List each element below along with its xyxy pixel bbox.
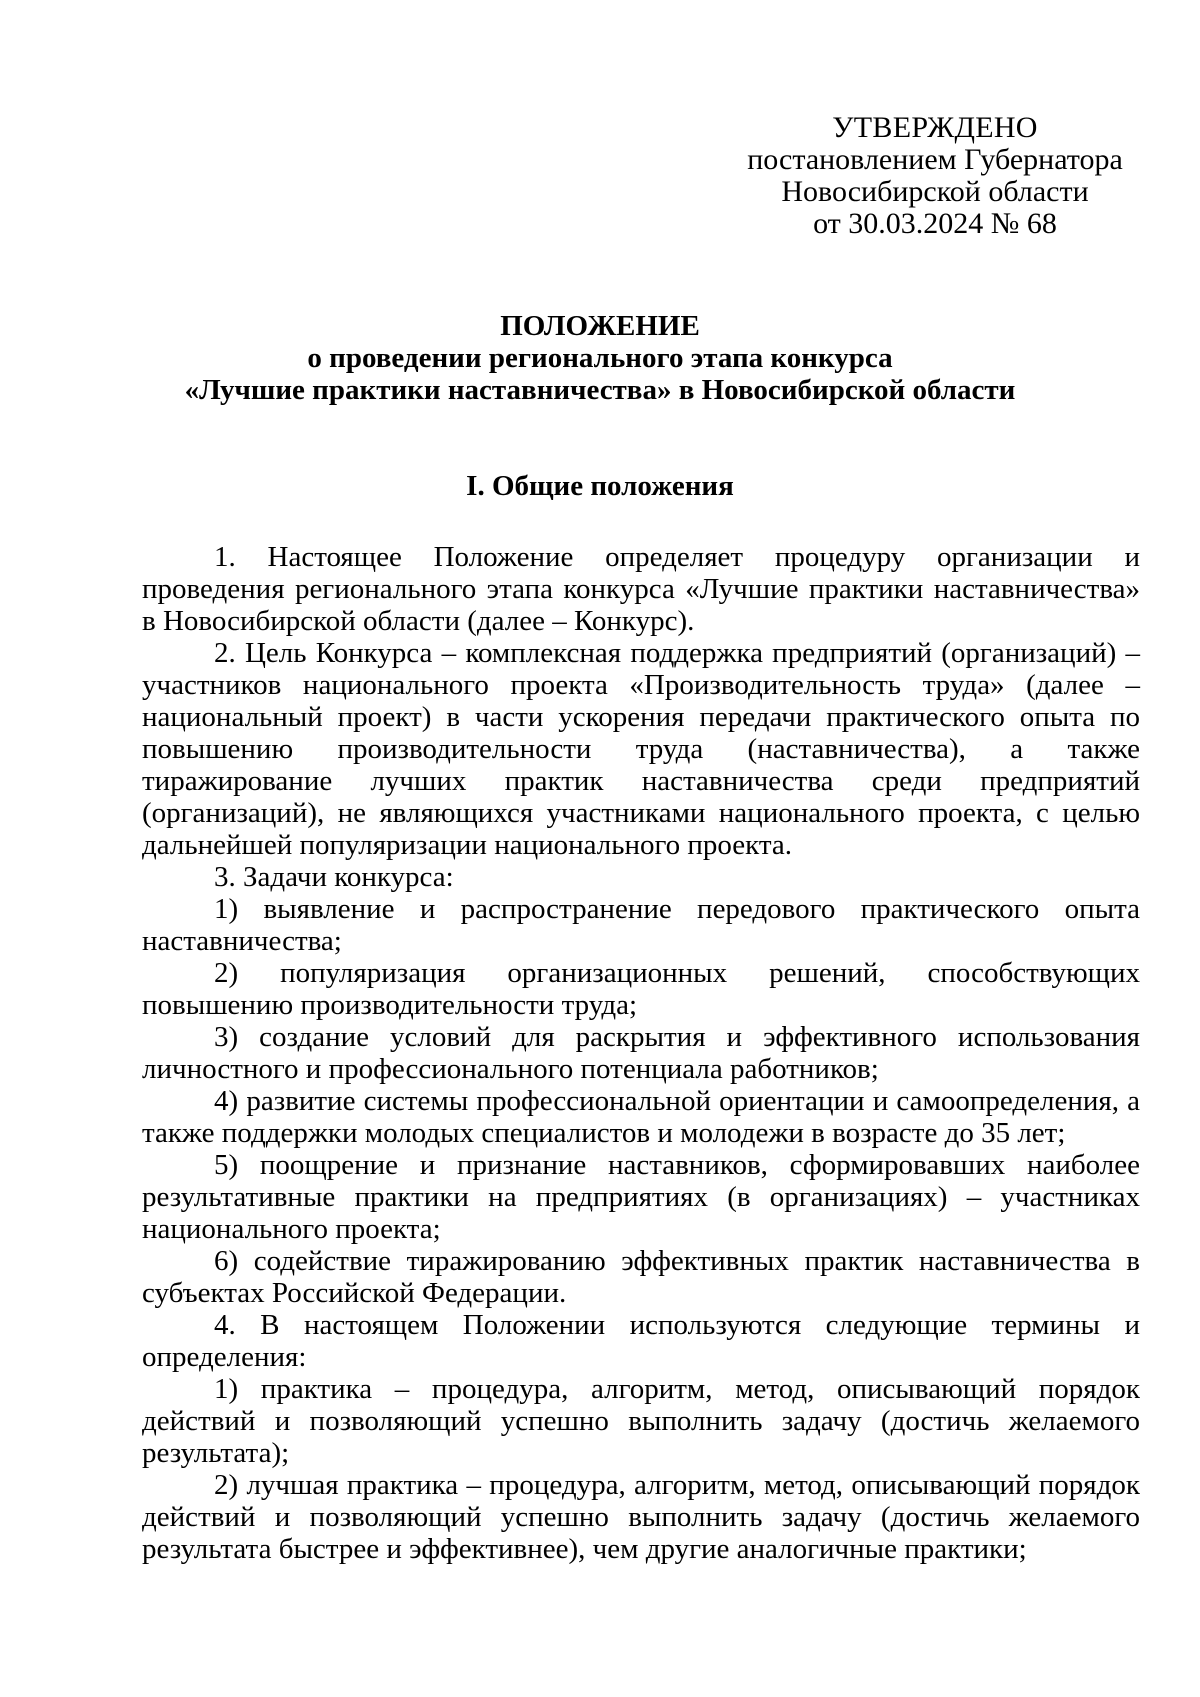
document-title xyxy=(0,310,1200,406)
term-definition-1: 1) практика – процедура, алгоритм, метод, описывающий порядок действий и позволяющий успешно выполнить задачу (достичь желаемого результата); xyxy=(142,1373,1140,1469)
document-title-contest-name: «Лучшие практики наставничества» в Новосибирской области xyxy=(184,374,1016,406)
approval-line-region: Новосибирской области xyxy=(781,175,1089,208)
task-item-5: 5) поощрение и признание наставников, сформировавших наиболее результативные практики на предприятиях (в организациях) – участниках национального проекта; xyxy=(142,1149,1140,1245)
task-item-4: 4) развитие системы профессиональной ориентации и самоопределения, а также поддержки молодых специалистов и молодежи в возрасте до 35 лет; xyxy=(142,1085,1140,1149)
task-item-1: 1) выявление и распространение передового практического опыта наставничества; xyxy=(142,893,1140,957)
paragraph-item-3: 3. Задачи конкурса: xyxy=(214,861,454,893)
approval-title: УТВЕРЖДЕНО xyxy=(832,111,1038,144)
approval-line-decree: постановлением Губернатора xyxy=(747,143,1123,176)
document-title-main: ПОЛОЖЕНИЕ xyxy=(500,310,700,342)
approval-line-date-number: от 30.03.2024 № 68 xyxy=(813,207,1057,240)
task-item-6: 6) содействие тиражированию эффективных практик наставничества в субъектах Российской Федерации. xyxy=(142,1245,1140,1309)
section-heading: I. Общие положения xyxy=(466,470,734,502)
paragraph-item-1: 1. Настоящее Положение определяет процедуру организации и проведения регионального этапа конкурса «Лучшие практики наставничества» в Новосибирской области (далее – Конкурс). xyxy=(142,541,1140,637)
document-body xyxy=(142,541,1140,1565)
task-item-3: 3) создание условий для раскрытия и эффективного использования личностного и профессионального потенциала работников; xyxy=(142,1021,1140,1085)
term-definition-2: 2) лучшая практика – процедура, алгоритм, метод, описывающий порядок действий и позволяющий успешно выполнить задачу (достичь желаемого результата быстрее и эффективнее), чем другие аналогичные практики; xyxy=(142,1469,1140,1565)
document-title-subtitle: о проведении регионального этапа конкурса xyxy=(307,342,893,374)
approval-stamp xyxy=(720,112,1150,240)
paragraph-item-4: 4. В настоящем Положении используются следующие термины и определения: xyxy=(142,1309,1140,1373)
paragraph-item-2: 2. Цель Конкурса – комплексная поддержка предприятий (организаций) – участников национального проекта «Производительность труда» (далее – национальный проект) в части ускорения передачи практического опыта по повышению производительности труда (наставничества), а также тиражирование лучших практик наставничества среди предприятий (организаций), не являющихся участниками национального проекта, с целью дальнейшей популяризации национального проекта. xyxy=(142,637,1140,861)
task-item-2: 2) популяризация организационных решений, способствующих повышению производительности труда; xyxy=(142,957,1140,1021)
